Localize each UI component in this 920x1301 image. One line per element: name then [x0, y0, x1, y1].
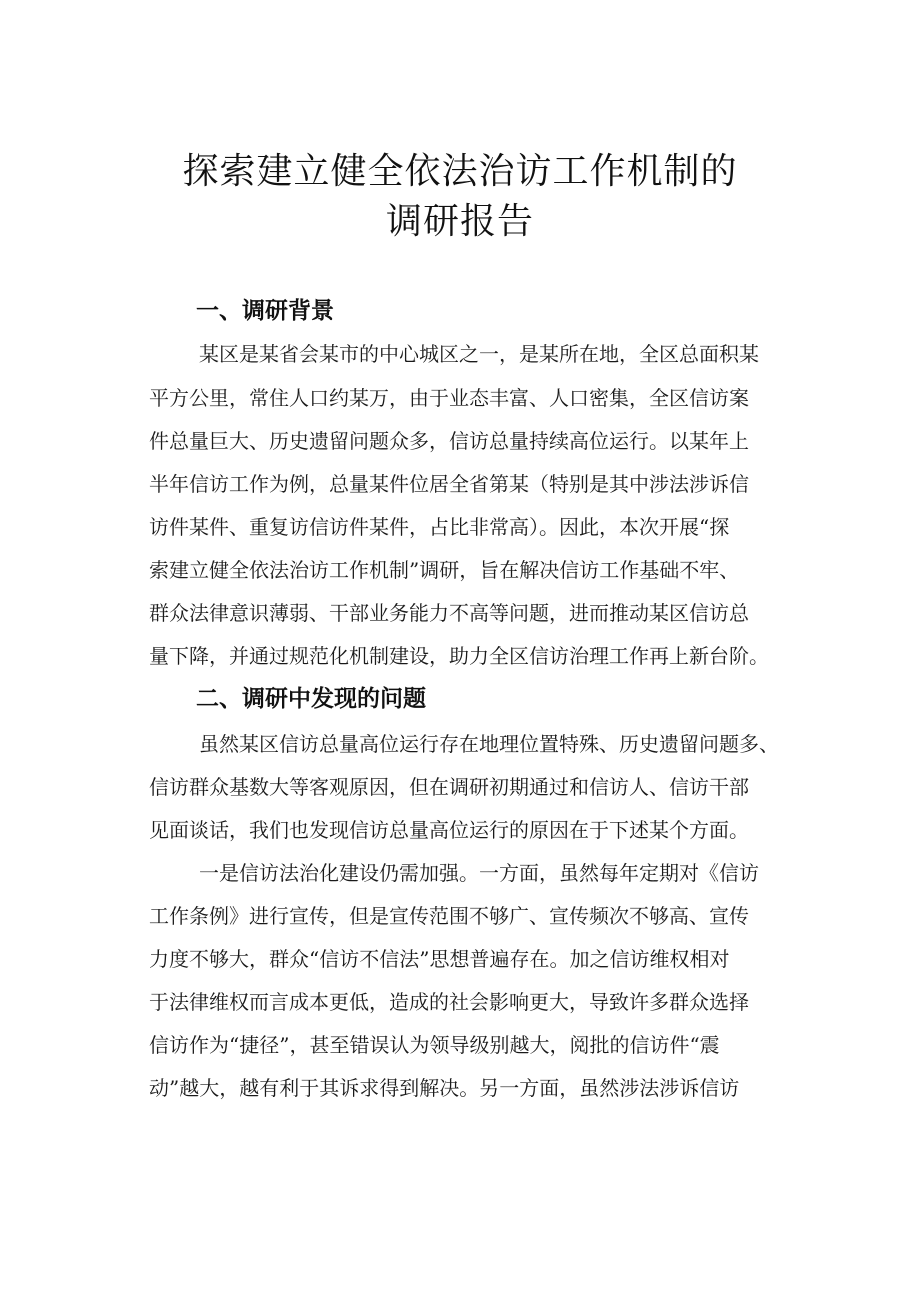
paragraph-line: 信访群众基数大等客观原因，但在调研初期通过和信访人、信访干部: [149, 775, 749, 799]
paragraph-line: 信访作为“捷径”，甚至错误认为领导级别越大，阅批的信访件“震: [149, 1033, 720, 1057]
section-heading-background: 一、调研背景: [196, 298, 334, 324]
paragraph-line: 见面谈话，我们也发现信访总量高位运行的原因在于下述某个方面。: [149, 818, 749, 842]
paragraph-line: 群众法律意识薄弱、干部业务能力不高等问题，进而推动某区信访总: [149, 601, 749, 625]
paragraph-line: 一是信访法治化建设仍需加强。一方面，虽然每年定期对《信访: [199, 861, 759, 885]
paragraph-line: 虽然某区信访总量高位运行存在地理位置特殊、历史遗留问题多、: [199, 732, 779, 756]
paragraph-line: 某区是某省会某市的中心城区之一，是某所在地，全区总面积某: [199, 342, 759, 366]
paragraph-line: 平方公里，常住人口约某万，由于业态丰富、人口密集，全区信访案: [149, 386, 749, 410]
paragraph-line: 动”越大，越有利于其诉求得到解决。另一方面，虽然涉法涉诉信访: [149, 1076, 740, 1100]
paragraph-line: 力度不够大，群众“信访不信法”思想普遍存在。加之信访维权相对: [149, 947, 730, 971]
paragraph-line: 半年信访工作为例，总量某件位居全省第某（特别是其中涉法涉诉信: [149, 472, 749, 496]
paragraph-line: 件总量巨大、历史遗留问题众多，信访总量持续高位运行。以某年上: [149, 429, 749, 453]
paragraph-line: 访件某件、重复访信访件某件，占比非常高）。因此，本次开展“探: [149, 515, 730, 539]
document-title-line-2: 调研报告: [385, 201, 534, 242]
section-heading-problems: 二、调研中发现的问题: [196, 686, 426, 712]
paragraph-line: 量下降，并通过规范化机制建设，助力全区信访治理工作再上新台阶。: [149, 644, 769, 668]
paragraph-line: 于法律维权而言成本更低，造成的社会影响更大，导致许多群众选择: [149, 990, 749, 1014]
document-title-line-1: 探索建立健全依法治访工作机制的: [182, 151, 738, 192]
paragraph-line: 索建立健全依法治访工作机制”调研，旨在解决信访工作基础不牢、: [149, 558, 740, 582]
paragraph-line: 工作条例》进行宣传，但是宣传范围不够广、宣传频次不够高、宣传: [149, 904, 749, 928]
